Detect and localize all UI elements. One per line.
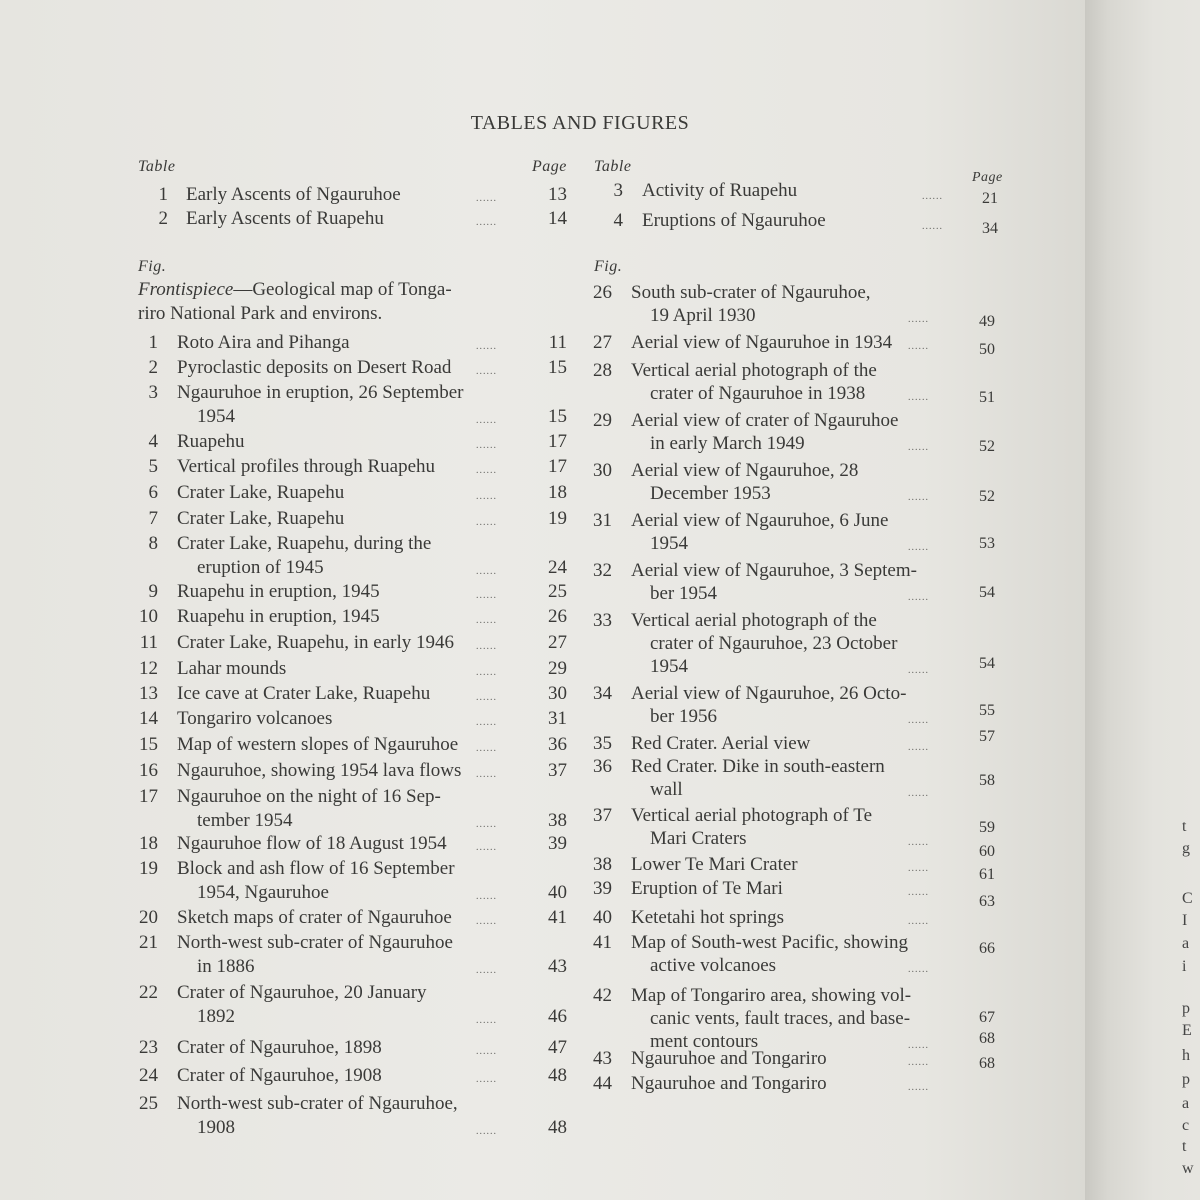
leader-dots: ......: [908, 916, 929, 927]
leader-dots: ......: [476, 217, 497, 228]
fig-caption-cont: canic vents, fault traces, and base-: [650, 1008, 911, 1029]
leader-dots: ......: [476, 1074, 497, 1085]
fig-caption: Aerial view of Ngauruhoe, 28: [631, 460, 859, 481]
fig-number: 6: [148, 482, 158, 503]
table-page: 13: [548, 184, 567, 205]
fig-page: 46: [548, 1006, 567, 1027]
leader-dots: ......: [476, 769, 497, 780]
fig-page: 19: [548, 508, 567, 529]
fig-page: 26: [548, 606, 567, 627]
fig-number: 23: [139, 1037, 158, 1058]
fig-number: 12: [139, 658, 158, 679]
fig-caption: Aerial view of Ngauruhoe in 1934: [631, 332, 893, 353]
fig-caption-cont: 1892: [197, 1006, 235, 1027]
margin-letter: E: [1182, 1022, 1192, 1039]
table-number: 3: [613, 180, 623, 201]
frontispiece-entry: [138, 278, 452, 302]
fig-page: 51: [979, 389, 995, 406]
leader-dots: ......: [908, 1057, 929, 1068]
leader-dots: ......: [476, 341, 497, 352]
fig-page: 30: [548, 683, 567, 704]
fig-page: 18: [548, 482, 567, 503]
leader-dots: ......: [476, 667, 497, 678]
fig-caption-cont: 1954, Ngauruhoe: [197, 882, 329, 903]
leader-dots: ......: [908, 392, 929, 403]
fig-caption: Ruapehu in eruption, 1945: [177, 581, 380, 602]
fig-caption-cont: active volcanoes: [650, 955, 777, 976]
fig-caption: Crater Lake, Ruapehu: [177, 508, 345, 529]
fig-page: 43: [548, 956, 567, 977]
fig-caption-cont: ment contours: [650, 1031, 759, 1052]
fig-caption: Lahar mounds: [177, 658, 287, 679]
table-number: 1: [158, 184, 168, 205]
leader-dots: ......: [476, 641, 497, 652]
leader-dots: ......: [476, 819, 497, 830]
margin-letter: I: [1182, 912, 1188, 929]
fig-number: 22: [139, 982, 158, 1003]
fig-page: 36: [548, 734, 567, 755]
fig-number: 7: [148, 508, 158, 529]
fig-caption: Block and ash flow of 16 September: [177, 858, 455, 879]
frontispiece-line2: riro National Park and environs.: [138, 303, 383, 324]
leader-dots: ......: [908, 492, 929, 503]
fig-page: 61: [979, 866, 995, 883]
fig-caption-cont: 1954: [650, 533, 688, 554]
leader-dots: ......: [908, 1082, 929, 1093]
table-page: 21: [982, 190, 998, 207]
fig-caption: Red Crater. Aerial view: [631, 733, 811, 754]
leader-dots: ......: [476, 743, 497, 754]
fig-number: 1: [148, 332, 158, 353]
fig-caption: Ngauruhoe and Tongariro: [631, 1073, 827, 1094]
leader-dots: ......: [476, 916, 497, 927]
fig-number: 38: [593, 854, 612, 875]
margin-letter: a: [1182, 935, 1190, 952]
table-title: Activity of Ruapehu: [642, 180, 798, 201]
fig-caption-cont: crater of Ngauruhoe, 23 October: [650, 633, 898, 654]
fig-caption: Aerial view of Ngauruhoe, 3 Septem-: [631, 560, 917, 581]
leader-dots: ......: [908, 863, 929, 874]
fig-number: 33: [593, 610, 612, 631]
fig-number: 32: [593, 560, 612, 581]
fig-caption: Vertical profiles through Ruapehu: [177, 456, 436, 477]
fig-page: 39: [548, 833, 567, 854]
margin-letter: a: [1182, 1095, 1190, 1112]
fig-number: 34: [593, 683, 612, 704]
fig-page: 15: [548, 406, 567, 427]
fig-number: 28: [593, 360, 612, 381]
fig-caption-cont: eruption of 1945: [197, 557, 324, 578]
fig-number: 14: [139, 708, 158, 729]
fig-caption: Red Crater. Dike in south-eastern: [631, 756, 885, 777]
margin-letter: t: [1182, 818, 1187, 835]
fig-caption: Aerial view of Ngauruhoe, 6 June: [631, 510, 889, 531]
fig-number: 41: [593, 932, 612, 953]
fig-caption-cont: 19 April 1930: [650, 305, 756, 326]
fig-caption: North-west sub-crater of Ngauruhoe: [177, 932, 453, 953]
fig-number: 5: [148, 456, 158, 477]
margin-letter: p: [1182, 1000, 1190, 1017]
fig-page: 54: [979, 655, 995, 672]
fig-number: 8: [148, 533, 158, 554]
leader-dots: ......: [476, 692, 497, 703]
fig-caption: Crater Lake, Ruapehu, in early 1946: [177, 632, 454, 653]
fig-caption-cont: crater of Ngauruhoe in 1938: [650, 383, 866, 404]
leader-dots: ......: [476, 491, 497, 502]
fig-page: 47: [548, 1037, 567, 1058]
fig-number: 2: [148, 357, 158, 378]
leader-dots: ......: [908, 964, 929, 975]
fig-page: 59: [979, 819, 995, 836]
fig-caption: South sub-crater of Ngauruhoe,: [631, 282, 871, 303]
page-header-right: Page: [972, 170, 1003, 185]
leader-dots: ......: [476, 1126, 497, 1137]
table-title: Eruptions of Ngauruhoe: [642, 210, 826, 231]
fig-caption: Ngauruhoe and Tongariro: [631, 1048, 827, 1069]
table-title: Early Ascents of Ruapehu: [186, 208, 384, 229]
fig-number: 15: [139, 734, 158, 755]
fig-caption-cont: Mari Craters: [650, 828, 747, 849]
fig-caption: North-west sub-crater of Ngauruhoe,: [177, 1093, 458, 1114]
leader-dots: ......: [476, 1015, 497, 1026]
leader-dots: ......: [476, 415, 497, 426]
fig-page: 48: [548, 1117, 567, 1138]
fig-number: 31: [593, 510, 612, 531]
fig-caption: Ruapehu in eruption, 1945: [177, 606, 380, 627]
leader-dots: ......: [476, 366, 497, 377]
table-number: 2: [158, 208, 168, 229]
fig-number: 29: [593, 410, 612, 431]
leader-dots: ......: [908, 788, 929, 799]
leader-dots: ......: [908, 665, 929, 676]
fig-number: 36: [593, 756, 612, 777]
margin-letter: h: [1182, 1047, 1190, 1064]
fig-caption: Roto Aira and Pihanga: [177, 332, 350, 353]
fig-number: 18: [139, 833, 158, 854]
frontispiece-lead: Frontispiece: [138, 279, 234, 300]
fig-caption: Ngauruhoe in eruption, 26 September: [177, 382, 464, 403]
fig-number: 16: [139, 760, 158, 781]
fig-number: 9: [148, 581, 158, 602]
fig-caption-cont: 1908: [197, 1117, 235, 1138]
table-header-right: Table: [594, 158, 632, 175]
leader-dots: ......: [908, 341, 929, 352]
fig-page: 17: [548, 431, 567, 452]
fig-number: 37: [593, 805, 612, 826]
leader-dots: ......: [476, 193, 497, 204]
frontispiece-line1: —Geological map of Tonga-: [233, 279, 452, 300]
leader-dots: ......: [908, 1040, 929, 1051]
leader-dots: ......: [476, 615, 497, 626]
fig-page: 48: [548, 1065, 567, 1086]
fig-caption: Ketetahi hot springs: [631, 907, 785, 928]
leader-dots: ......: [908, 442, 929, 453]
fig-page: 68: [979, 1030, 995, 1047]
fig-caption: Map of Tongariro area, showing vol-: [631, 985, 912, 1006]
fig-caption: Aerial view of Ngauruhoe, 26 Octo-: [631, 683, 907, 704]
margin-letter: c: [1182, 1117, 1190, 1134]
margin-letter: C: [1182, 890, 1193, 907]
leader-dots: ......: [476, 465, 497, 476]
fig-number: 44: [593, 1073, 612, 1094]
fig-number: 3: [148, 382, 158, 403]
fig-page: 17: [548, 456, 567, 477]
table-header-left: Table: [138, 158, 176, 175]
fig-caption-cont: wall: [650, 779, 683, 800]
leader-dots: ......: [476, 1046, 497, 1057]
fig-page: 40: [548, 882, 567, 903]
fig-page: 52: [979, 488, 995, 505]
fig-page: 55: [979, 702, 995, 719]
fig-page: 54: [979, 584, 995, 601]
fig-number: 20: [139, 907, 158, 928]
fig-number: 30: [593, 460, 612, 481]
fig-number: 26: [593, 282, 612, 303]
table-page: 14: [548, 208, 567, 229]
fig-caption: Crater Lake, Ruapehu, during the: [177, 533, 432, 554]
fig-page: 53: [979, 535, 995, 552]
leader-dots: ......: [908, 837, 929, 848]
fig-number: 13: [139, 683, 158, 704]
fig-caption-cont: 1954: [197, 406, 235, 427]
leader-dots: ......: [476, 965, 497, 976]
fig-page: 25: [548, 581, 567, 602]
fig-number: 10: [139, 606, 158, 627]
fig-page: 50: [979, 341, 995, 358]
leader-dots: ......: [476, 891, 497, 902]
leader-dots: ......: [476, 842, 497, 853]
leader-dots: ......: [908, 715, 929, 726]
fig-page: 60: [979, 843, 995, 860]
fig-number: 4: [148, 431, 158, 452]
table-number: 4: [613, 210, 623, 231]
leader-dots: ......: [908, 542, 929, 553]
fig-number: 39: [593, 878, 612, 899]
fig-number: 25: [139, 1093, 158, 1114]
fig-number: 27: [593, 332, 612, 353]
fig-page: 67: [979, 1009, 995, 1026]
fig-caption: Ngauruhoe on the night of 16 Sep-: [177, 786, 441, 807]
fig-caption-cont: December 1953: [650, 483, 771, 504]
fig-number: 40: [593, 907, 612, 928]
leader-dots: ......: [476, 717, 497, 728]
fig-number: 43: [593, 1048, 612, 1069]
fig-page: 63: [979, 893, 995, 910]
fig-caption: Eruption of Te Mari: [631, 878, 783, 899]
leader-dots: ......: [908, 592, 929, 603]
fig-caption-cont: ber 1954: [650, 583, 718, 604]
fig-number: 21: [139, 932, 158, 953]
fig-caption: Lower Te Mari Crater: [631, 854, 798, 875]
fig-caption: Ngauruhoe flow of 18 August 1954: [177, 833, 447, 854]
margin-letter: t: [1182, 1138, 1187, 1155]
fig-caption: Vertical aerial photograph of the: [631, 610, 877, 631]
fig-caption: Map of western slopes of Ngauruhoe: [177, 734, 459, 755]
fig-caption: Crater of Ngauruhoe, 20 January: [177, 982, 427, 1003]
fig-page: 52: [979, 438, 995, 455]
fig-page: 37: [548, 760, 567, 781]
margin-letter: p: [1182, 1071, 1190, 1088]
fig-caption: Vertical aerial photograph of Te: [631, 805, 872, 826]
fig-page: 66: [979, 940, 995, 957]
fig-caption: Tongariro volcanoes: [177, 708, 333, 729]
fig-page: 24: [548, 557, 567, 578]
fig-header-right: Fig.: [594, 258, 623, 275]
fig-page: 15: [548, 357, 567, 378]
fig-page: 57: [979, 728, 995, 745]
fig-page: 11: [548, 332, 567, 353]
fig-page: 27: [548, 632, 567, 653]
leader-dots: ......: [476, 590, 497, 601]
margin-letter: w: [1182, 1160, 1194, 1177]
fig-page: 41: [548, 907, 567, 928]
fig-caption-cont: ber 1956: [650, 706, 718, 727]
fig-caption-cont: tember 1954: [197, 810, 293, 831]
fig-number: 17: [139, 786, 158, 807]
table-page: 34: [982, 220, 998, 237]
fig-caption: Crater of Ngauruhoe, 1898: [177, 1037, 382, 1058]
leader-dots: ......: [922, 221, 943, 232]
fig-number: 35: [593, 733, 612, 754]
fig-caption: Crater of Ngauruhoe, 1908: [177, 1065, 382, 1086]
fig-page: 49: [979, 313, 995, 330]
fig-number: 42: [593, 985, 612, 1006]
leader-dots: ......: [908, 887, 929, 898]
fig-caption-cont: in early March 1949: [650, 433, 805, 454]
fig-caption-cont: 1954: [650, 656, 688, 677]
fig-header-left: Fig.: [138, 258, 167, 275]
table-title: Early Ascents of Ngauruhoe: [186, 184, 401, 205]
fig-page: 31: [548, 708, 567, 729]
leader-dots: ......: [476, 566, 497, 577]
fig-caption: Sketch maps of crater of Ngauruhoe: [177, 907, 452, 928]
fig-caption: Map of South-west Pacific, showing: [631, 932, 909, 953]
page-header-left: Page: [532, 158, 567, 175]
leader-dots: ......: [476, 517, 497, 528]
fig-page: 58: [979, 772, 995, 789]
fig-page: 29: [548, 658, 567, 679]
margin-letter: g: [1182, 840, 1190, 857]
fig-number: 19: [139, 858, 158, 879]
margin-letter: i: [1182, 958, 1187, 975]
leader-dots: ......: [908, 742, 929, 753]
leader-dots: ......: [908, 314, 929, 325]
fig-number: 11: [139, 632, 158, 653]
fig-caption: Ruapehu: [177, 431, 245, 452]
fig-caption: Vertical aerial photograph of the: [631, 360, 877, 381]
facing-page-edge: [1085, 0, 1200, 1200]
fig-caption: Ice cave at Crater Lake, Ruapehu: [177, 683, 431, 704]
leader-dots: ......: [922, 191, 943, 202]
leader-dots: ......: [476, 440, 497, 451]
fig-page: 68: [979, 1055, 995, 1072]
fig-caption: Ngauruhoe, showing 1954 lava flows: [177, 760, 462, 781]
fig-caption: Pyroclastic deposits on Desert Road: [177, 357, 452, 378]
fig-caption-cont: in 1886: [197, 956, 255, 977]
fig-caption: Crater Lake, Ruapehu: [177, 482, 345, 503]
fig-page: 38: [548, 810, 567, 831]
fig-number: 24: [139, 1065, 158, 1086]
fig-caption: Aerial view of crater of Ngauruhoe: [631, 410, 899, 431]
page-title: TABLES AND FIGURES: [470, 112, 690, 134]
